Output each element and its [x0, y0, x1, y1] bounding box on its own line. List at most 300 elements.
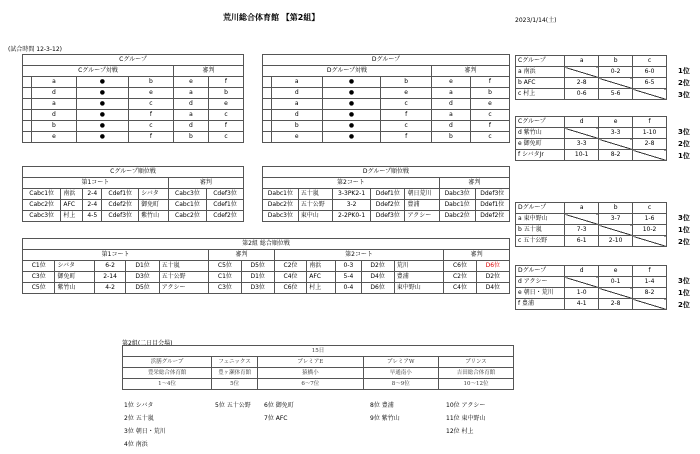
final-team: 朝日・荒川 — [133, 428, 166, 435]
grid-col-header: c — [633, 203, 667, 214]
table-cell: a — [173, 110, 208, 121]
final-rank-item — [264, 400, 294, 409]
grid-diag-cell — [599, 78, 633, 89]
table-cell: ● — [76, 132, 128, 143]
table-cell: C2位 — [444, 272, 476, 283]
table-cell: Cdef1位 — [207, 200, 244, 211]
grid-diag-cell — [599, 139, 633, 150]
table-cell: a — [32, 99, 77, 110]
grid-team: b AFC — [516, 78, 565, 89]
table-cell: シバタ — [55, 261, 94, 272]
rank-title-row — [263, 167, 510, 178]
table-cell: アクシー — [159, 283, 209, 294]
grid-score: 1-6 — [633, 214, 667, 225]
table-cell: C3位 — [209, 283, 241, 294]
grid-diag-cell — [633, 89, 667, 100]
grid-score: 3-7 — [599, 214, 633, 225]
table-row — [263, 200, 510, 211]
table-cell: D3位 — [126, 272, 159, 283]
grid-col-header: a — [565, 203, 599, 214]
rank-head-row — [23, 178, 244, 189]
table-cell: Cdef3位 — [207, 189, 244, 200]
final-rank-item — [370, 400, 394, 409]
day2-date: 15日 — [123, 346, 514, 357]
table-cell: 2-4 — [83, 200, 102, 211]
table-cell: C6位 — [444, 261, 476, 272]
rank-title: Cグループ順位戦 — [23, 167, 244, 178]
final-rank-item — [264, 413, 287, 422]
table-cell: b — [470, 88, 509, 99]
table-cell: 4-5 — [83, 211, 102, 222]
final-team: 村上 — [459, 428, 474, 435]
table-cell: e — [173, 77, 208, 88]
ref-header: 審判 — [431, 66, 509, 77]
grid-title: Cグループ — [516, 56, 565, 67]
day2-venue: 猿橋小 — [258, 368, 363, 379]
final-rank-item — [124, 439, 148, 448]
grid-rank: 1位 — [678, 289, 690, 297]
table-cell: e — [470, 99, 509, 110]
day2-ranks-row — [123, 379, 514, 390]
table-cell: AFC — [61, 200, 83, 211]
table-cell: ● — [322, 99, 381, 110]
table-cell: 2-4 — [83, 189, 102, 200]
grid-score: 6-1 — [565, 236, 599, 247]
table-cell — [23, 132, 32, 143]
table-cell: b — [381, 77, 432, 88]
table-row — [516, 128, 667, 139]
final-team: アクシー — [459, 402, 486, 409]
table-cell: d — [173, 121, 208, 132]
table-cell: 6-2 — [94, 261, 126, 272]
grid-score: 5-6 — [599, 89, 633, 100]
grid-team: c 村上 — [516, 89, 565, 100]
table-cell: 紫竹山 — [139, 211, 169, 222]
table-cell: e — [381, 88, 432, 99]
ref-header: 審判 — [168, 178, 243, 189]
table-cell: b — [208, 88, 243, 99]
final-rank: 7位 — [264, 415, 274, 422]
table-row — [263, 88, 510, 99]
day2-venue: 早通南小 — [363, 368, 438, 379]
table-row — [516, 139, 667, 150]
day2-venue-row — [123, 368, 514, 379]
final-team: 豊浦 — [379, 402, 394, 409]
group-result-grid — [515, 55, 667, 100]
table-cell: f — [470, 121, 509, 132]
match-header: Cグループ対戦 — [23, 66, 174, 77]
table-cell: Cabc1位 — [168, 200, 206, 211]
grid-col-header: b — [599, 203, 633, 214]
final-team: 五十公野 — [224, 402, 251, 409]
table-cell — [23, 77, 32, 88]
grid-score: 1-4 — [633, 277, 667, 288]
day2-ranks: 8〜9位 — [363, 379, 438, 390]
match-header: Dグループ対戦 — [263, 66, 432, 77]
table-cell: C4位 — [444, 283, 476, 294]
table-cell: Cabc2位 — [168, 211, 206, 222]
final-rank-item — [446, 400, 485, 409]
overall-title-row — [23, 239, 510, 250]
group-head-row — [263, 66, 510, 77]
table-cell: AFC — [307, 272, 336, 283]
overall-head-row — [23, 250, 510, 261]
grid-col-header: d — [565, 117, 599, 128]
grid-score: 6-0 — [633, 67, 667, 78]
grid-col-header: f — [633, 266, 667, 277]
grid-rank: 1位 — [678, 67, 690, 75]
table-cell: ● — [322, 88, 381, 99]
table-cell: f — [381, 110, 432, 121]
final-team: 東中野山 — [459, 415, 486, 422]
grid-score: 10-2 — [633, 225, 667, 236]
day2-name-row — [123, 357, 514, 368]
table-cell: C3位 — [23, 272, 55, 283]
grid-score: 1-0 — [565, 288, 599, 299]
day2-ranks: 10〜12位 — [439, 379, 514, 390]
table-cell: D5位 — [126, 283, 159, 294]
grid-team: e 朝日・荒川 — [516, 288, 565, 299]
table-cell: D1位 — [126, 261, 159, 272]
grid-diag-cell — [599, 288, 633, 299]
table-cell: a — [272, 99, 323, 110]
final-rank: 1位 — [124, 402, 134, 409]
table-cell: ● — [76, 77, 128, 88]
table-row — [516, 150, 667, 161]
table-cell: 3-3PK2-1 — [333, 189, 371, 200]
table-cell: d — [431, 99, 470, 110]
grid-team: d 紫竹山 — [516, 128, 565, 139]
table-cell: C5位 — [209, 261, 241, 272]
grid-diag-cell — [565, 214, 599, 225]
final-rank-item — [124, 426, 166, 435]
table-cell: c — [381, 121, 432, 132]
grid-diag-cell — [633, 150, 667, 161]
table-cell: 0-4 — [336, 283, 361, 294]
table-cell: 五十嵐 — [159, 261, 209, 272]
final-team: 南浜 — [133, 441, 148, 448]
ref-header: 審判 — [209, 250, 275, 261]
table-cell: c — [128, 121, 173, 132]
grid-score: 8-2 — [599, 150, 633, 161]
table-cell: 御免町 — [55, 272, 94, 283]
table-cell: C6位 — [274, 283, 306, 294]
court-header: 第2コート — [263, 178, 440, 189]
table-cell: 紫竹山 — [55, 283, 94, 294]
table-row — [263, 99, 510, 110]
table-cell: f — [128, 110, 173, 121]
table-cell: ● — [322, 132, 381, 143]
page-title: 荒川総合体育館 【第2組】 — [223, 13, 320, 22]
table-cell: 村上 — [307, 283, 336, 294]
grid-rank: 3位 — [678, 277, 690, 285]
grid-team: f シバタJr — [516, 150, 565, 161]
day2-name: プレミアE — [258, 357, 363, 368]
group-title-row — [263, 55, 510, 66]
c-rank-table — [22, 166, 244, 222]
table-row — [23, 200, 244, 211]
day2-ranks: 6〜7位 — [258, 379, 363, 390]
grid-score: 8-2 — [633, 288, 667, 299]
final-team: 御免町 — [273, 402, 294, 409]
table-row — [23, 99, 244, 110]
table-cell: c — [128, 99, 173, 110]
table-cell: Ddef3位 — [371, 211, 405, 222]
grid-score: 0-6 — [565, 89, 599, 100]
table-cell: b — [128, 77, 173, 88]
grid-rank: 2位 — [678, 79, 690, 87]
table-cell: アクシー — [405, 211, 439, 222]
table-cell: D2位 — [361, 261, 394, 272]
grid-diag-cell — [633, 299, 667, 310]
table-cell: Dabc3位 — [263, 211, 299, 222]
table-cell: c — [470, 132, 509, 143]
table-cell: ● — [322, 121, 381, 132]
table-cell — [263, 121, 272, 132]
table-cell: f — [208, 121, 243, 132]
grid-col-header: e — [599, 266, 633, 277]
grid-diag-cell — [599, 225, 633, 236]
table-cell: Ddef1位 — [475, 200, 509, 211]
table-row — [516, 225, 667, 236]
grid-diag-cell — [565, 277, 599, 288]
table-cell: b — [272, 121, 323, 132]
table-row — [23, 132, 244, 143]
table-cell: Cabc1位 — [23, 189, 61, 200]
grid-score: 1-10 — [633, 128, 667, 139]
grid-rank: 2位 — [678, 238, 690, 246]
grid-col-header: d — [565, 266, 599, 277]
grid-score: 2-10 — [599, 236, 633, 247]
day2-label: 第2組(二日目会場) — [122, 340, 173, 347]
table-cell: f — [128, 132, 173, 143]
table-cell — [263, 77, 272, 88]
rank-title-row — [23, 167, 244, 178]
table-row — [516, 67, 667, 78]
table-row — [263, 110, 510, 121]
grid-team: c 五十公野 — [516, 236, 565, 247]
match-time: (試合時間 12-3-12) — [8, 46, 63, 53]
table-cell: Dabc3位 — [439, 189, 475, 200]
table-cell: d — [32, 110, 77, 121]
table-cell: Ddef2位 — [371, 200, 405, 211]
table-row — [23, 261, 510, 272]
court-header: 第1コート — [23, 178, 169, 189]
final-rank: 9位 — [370, 415, 380, 422]
day2-name: プレミアW — [363, 357, 438, 368]
final-rank-item — [215, 400, 251, 409]
table-cell: 2-14 — [94, 272, 126, 283]
table-cell: 御免町 — [139, 200, 169, 211]
table-cell: 村上 — [61, 211, 83, 222]
day2-ranks: 1〜4位 — [123, 379, 212, 390]
table-row — [23, 110, 244, 121]
table-cell: Cdef1位 — [102, 189, 139, 200]
rank-head-row — [263, 178, 510, 189]
final-rank: 11位 — [446, 415, 460, 422]
table-cell: d — [173, 99, 208, 110]
table-cell: d — [431, 121, 470, 132]
day2-name: 浜膳グループ — [123, 357, 212, 368]
grid-team: e 御免町 — [516, 139, 565, 150]
grid-score: 6-5 — [633, 78, 667, 89]
grid-team: a 東中野山 — [516, 214, 565, 225]
table-row — [263, 77, 510, 88]
table-cell: c — [470, 110, 509, 121]
table-cell: D2位 — [476, 272, 509, 283]
table-cell — [263, 110, 272, 121]
table-cell — [23, 121, 32, 132]
final-team: 紫竹山 — [379, 415, 400, 422]
table-cell: シバタ — [139, 189, 169, 200]
grid-score: 10-1 — [565, 150, 599, 161]
table-cell: Cdef2位 — [207, 211, 244, 222]
table-cell: D3位 — [241, 283, 274, 294]
final-rank: 2位 — [124, 415, 134, 422]
day2-table — [122, 345, 514, 390]
grid-diag-cell — [633, 236, 667, 247]
final-rank: 10位 — [446, 402, 460, 409]
grid-score: 2-8 — [565, 78, 599, 89]
grid-head-row — [516, 266, 667, 277]
table-cell: 南浜 — [61, 189, 83, 200]
table-cell: 朝日荒川 — [405, 189, 439, 200]
grid-team: a 南浜 — [516, 67, 565, 78]
table-cell: Dabc2位 — [263, 200, 299, 211]
table-row — [516, 236, 667, 247]
grid-team: f 豊浦 — [516, 299, 565, 310]
table-cell: 五十公野 — [159, 272, 209, 283]
table-cell: Dabc1位 — [439, 200, 475, 211]
table-row — [516, 277, 667, 288]
day2-venue: 吉田総合体育館 — [439, 368, 514, 379]
grid-head-row — [516, 56, 667, 67]
table-cell: 3-2 — [333, 200, 371, 211]
grid-score: 0-1 — [599, 277, 633, 288]
table-cell: D4位 — [361, 272, 394, 283]
group-result-grid — [515, 265, 667, 310]
table-cell: 2-2PK0-1 — [333, 211, 371, 222]
overall-title: 第2組 総合順位戦 — [23, 239, 510, 250]
final-team: シバタ — [133, 402, 154, 409]
table-cell: C5位 — [23, 283, 55, 294]
table-cell — [23, 99, 32, 110]
final-team: 五十嵐 — [133, 415, 154, 422]
page-date: 2023/1/14(土) — [515, 17, 557, 24]
table-cell: Ddef1位 — [371, 189, 405, 200]
group-head-row — [23, 66, 244, 77]
grid-head-row — [516, 203, 667, 214]
table-row — [516, 288, 667, 299]
table-cell: Cabc3位 — [168, 189, 206, 200]
table-cell: 5-4 — [336, 272, 361, 283]
table-cell: 東中山 — [298, 211, 332, 222]
table-cell — [23, 88, 32, 99]
table-cell: e — [272, 132, 323, 143]
table-cell: a — [431, 110, 470, 121]
group-title: Cグループ — [23, 55, 244, 66]
final-rank: 12位 — [446, 428, 460, 435]
table-cell: D1位 — [241, 272, 274, 283]
d-group-table — [262, 54, 510, 143]
grid-col-header: a — [565, 56, 599, 67]
table-cell: Cdef3位 — [102, 211, 139, 222]
table-row — [263, 121, 510, 132]
table-row — [516, 299, 667, 310]
table-cell: c — [208, 132, 243, 143]
ref-header: 審判 — [439, 178, 509, 189]
grid-score: 7-3 — [565, 225, 599, 236]
table-row — [263, 132, 510, 143]
table-cell: ● — [322, 110, 381, 121]
overall-table — [22, 238, 510, 294]
table-cell: 豊浦 — [405, 200, 439, 211]
table-cell: b — [173, 132, 208, 143]
table-cell: f — [208, 77, 243, 88]
table-cell: a — [272, 77, 323, 88]
table-cell: 五十嵐 — [298, 189, 332, 200]
table-cell: b — [431, 132, 470, 143]
day2-date-row — [123, 346, 514, 357]
group-title: Dグループ — [263, 55, 510, 66]
table-cell: Ddef2位 — [475, 211, 509, 222]
grid-rank: 1位 — [678, 152, 690, 160]
grid-score: 2-8 — [633, 139, 667, 150]
table-cell — [263, 132, 272, 143]
table-cell: c — [208, 110, 243, 121]
table-cell: a — [173, 88, 208, 99]
table-cell: ● — [76, 121, 128, 132]
table-cell: e — [431, 77, 470, 88]
table-cell: a — [431, 88, 470, 99]
table-cell: e — [208, 99, 243, 110]
table-row — [23, 283, 510, 294]
table-row — [23, 211, 244, 222]
table-cell: Dabc2位 — [439, 211, 475, 222]
table-cell: 東中野山 — [394, 283, 444, 294]
table-cell: ● — [76, 99, 128, 110]
d-rank-table — [262, 166, 510, 222]
table-cell: d — [32, 88, 77, 99]
table-cell: ● — [322, 77, 381, 88]
day2-ranks: 5位 — [212, 379, 258, 390]
table-row — [516, 214, 667, 225]
table-row — [23, 77, 244, 88]
table-cell: 0-3 — [336, 261, 361, 272]
day2-venue: 豊ヶ瀬体育館 — [212, 368, 258, 379]
grid-team: d アクシー — [516, 277, 565, 288]
c-group-table — [22, 54, 244, 143]
grid-col-header: b — [599, 56, 633, 67]
grid-col-header: f — [633, 117, 667, 128]
table-cell: a — [32, 77, 77, 88]
table-cell: C1位 — [23, 261, 55, 272]
grid-score: 0-2 — [599, 67, 633, 78]
group-result-grid — [515, 202, 667, 247]
table-cell: 豊浦 — [394, 272, 444, 283]
table-row — [23, 88, 244, 99]
table-cell: 4-2 — [94, 283, 126, 294]
grid-score: 2-8 — [599, 299, 633, 310]
table-cell — [263, 99, 272, 110]
grid-score: 3-3 — [565, 139, 599, 150]
table-row — [516, 89, 667, 100]
table-cell: e — [32, 132, 77, 143]
table-cell: 南浜 — [307, 261, 336, 272]
table-cell: Cdef2位 — [102, 200, 139, 211]
table-cell: C2位 — [274, 261, 306, 272]
ref-header: 審判 — [173, 66, 243, 77]
